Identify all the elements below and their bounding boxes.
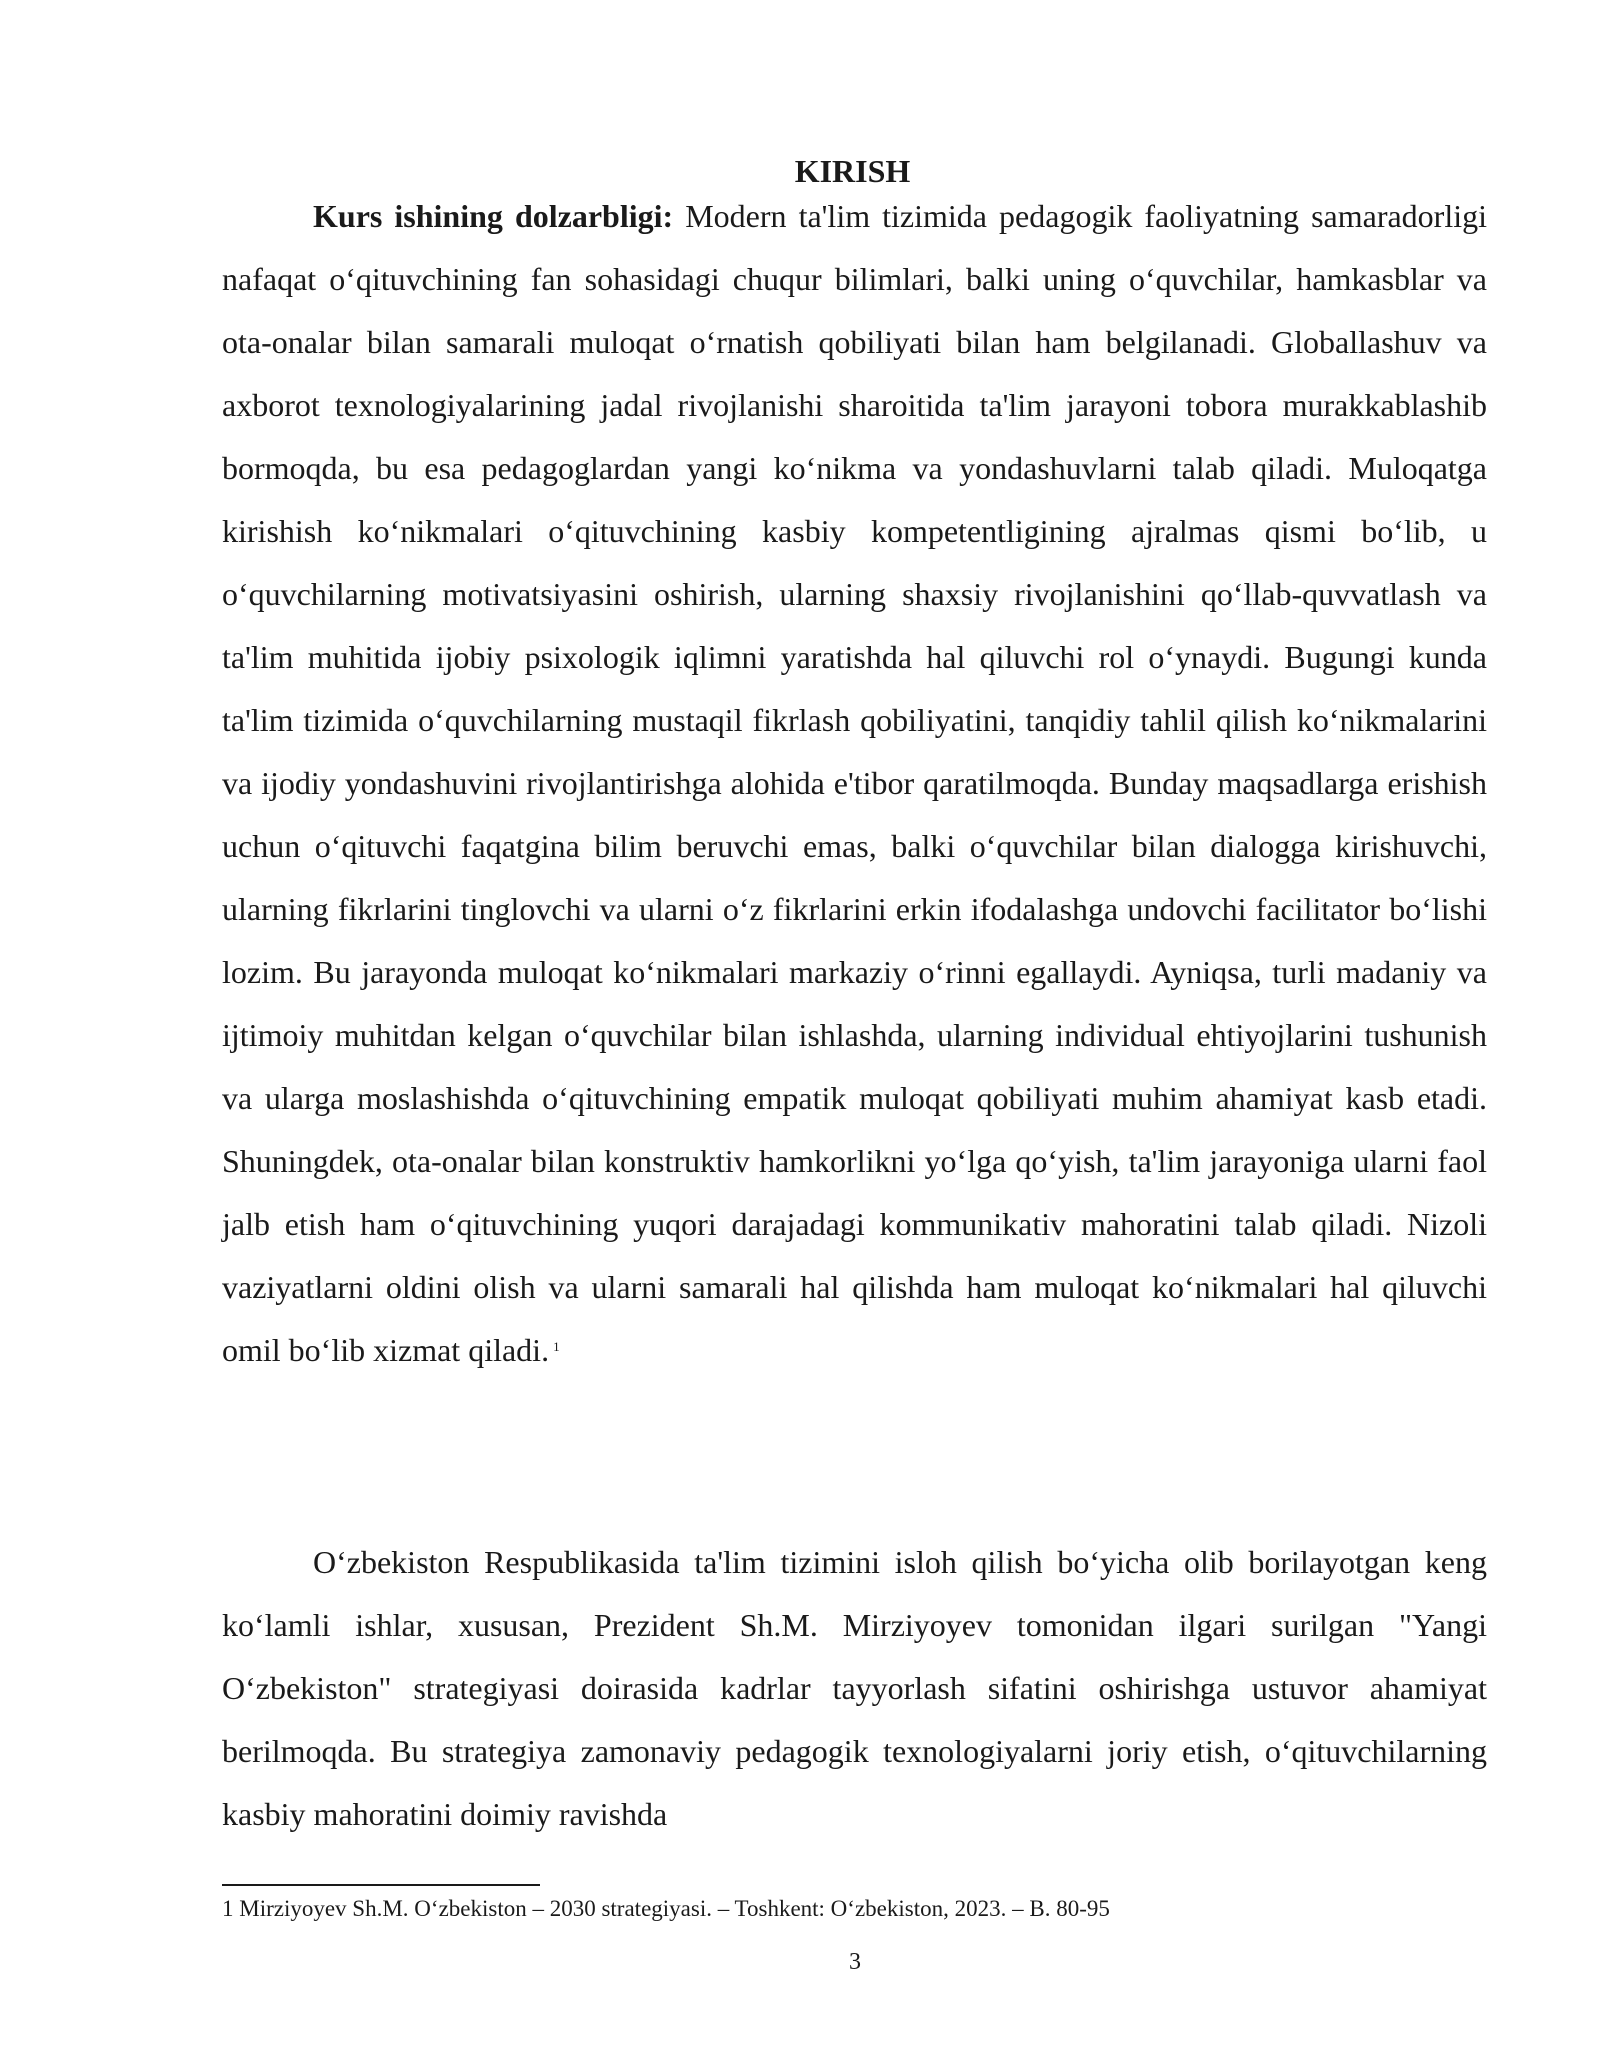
second-paragraph-block	[222, 1531, 1487, 1846]
footnote-separator-line	[222, 1884, 540, 1886]
footnote-reference-marker[interactable]: 1	[553, 1339, 560, 1355]
page-number: 3	[849, 1949, 861, 1975]
paragraph-lead-label: Kurs ishining dolzarbligi:	[313, 198, 674, 234]
paragraph-body-text: Modern ta'lim tizimida pedagogik faoliyatning samaradorligi nafaqat o‘qituvchining fan sohasidagi chuqur bilimlari, balki uning o‘quvchilar, hamkasblar va ota-onalar bilan samarali muloqat o‘rnatish qobiliyati bilan ham belgilanadi. Globallashuv va axborot texnologiyalarining jadal rivojlanishi sharoitida ta'lim jarayoni tobora murakkablashib bormoqda, bu esa pedagoglardan yangi ko‘nikma va yondashuvlarni talab qiladi. Muloqatga kirishish ko‘nikmalari o‘qituvchining kasbiy kompetentligining ajralmas qismi bo‘lib, u o‘quvchilarning motivatsiyasini oshirish, ularning shaxsiy rivojlanishini qo‘llab-quvvatlash va ta'lim muhitida ijobiy psixologik iqlimni yaratishda hal qiluvchi rol o‘ynaydi. Bugungi kunda ta'lim tizimida o‘quvchilarning mustaqil fikrlash qobiliyatini, tanqidiy tahlil qilish ko‘nikmalarini va ijodiy yondashuvini rivojlantirishga alohida e'tibor qaratilmoqda. Bunday maqsadlarga erishish uchun o‘qituvchi faqatgina bilim beruvchi emas, balki o‘quvchilar bilan dialogga kirishuvchi, ularning fikrlarini tinglovchi va ularni o‘z fikrlarini erkin ifodalashga undovchi facilitator bo‘lishi lozim. Bu jarayonda muloqat ko‘nikmalari markaziy o‘rinni egallaydi. Ayniqsa, turli madaniy va ijtimoiy muhitdan kelgan o‘quvchilar bilan ishlashda, ularning individual ehtiyojlarini tushunish va ularga moslashishda o‘qituvchining empatik muloqat qobiliyati muhim ahamiyat kasb etadi. Shuningdek, ota-onalar bilan konstruktiv hamkorlikni yo‘lga qo‘yish, ta'lim jarayoniga ularni faol jalb etish ham o‘qituvchining yuqori darajadagi kommunikativ mahoratini talab qiladi. Nizoli vaziyatlarni oldini olish va ularni samarali hal qilishda ham muloqat ko‘nikmalari hal qiluvchi omil bo‘lib xizmat qiladi.	[222, 198, 1488, 1368]
second-paragraph: O‘zbekiston Respublikasida ta'lim tizimini isloh qilish bo‘yicha olib borilayotgan keng ko‘lamli ishlar, xususan, Prezident Sh.M. Mirziyoyev tomonidan ilgari surilgan "Yangi O‘zbekiston" strategiyasi doirasida kadrlar tayyorlash sifatini oshirishga ustuvor ahamiyat berilmoqda. Bu strategiya zamonaviy pedagogik texnologiyalarni joriy etish, o‘qituvchilarning kasbiy mahoratini doimiy ravishda	[222, 1544, 1487, 1832]
section-heading: KIRISH	[794, 153, 911, 189]
intro-paragraph	[222, 185, 1487, 1382]
intro-paragraph-block	[222, 185, 1487, 1382]
footnote-text: 1 Mirziyoyev Sh.M. O‘zbekiston – 2030 strategiyasi. – Toshkent: O‘zbekiston, 2023. – B. 80-95	[222, 1896, 1110, 1921]
